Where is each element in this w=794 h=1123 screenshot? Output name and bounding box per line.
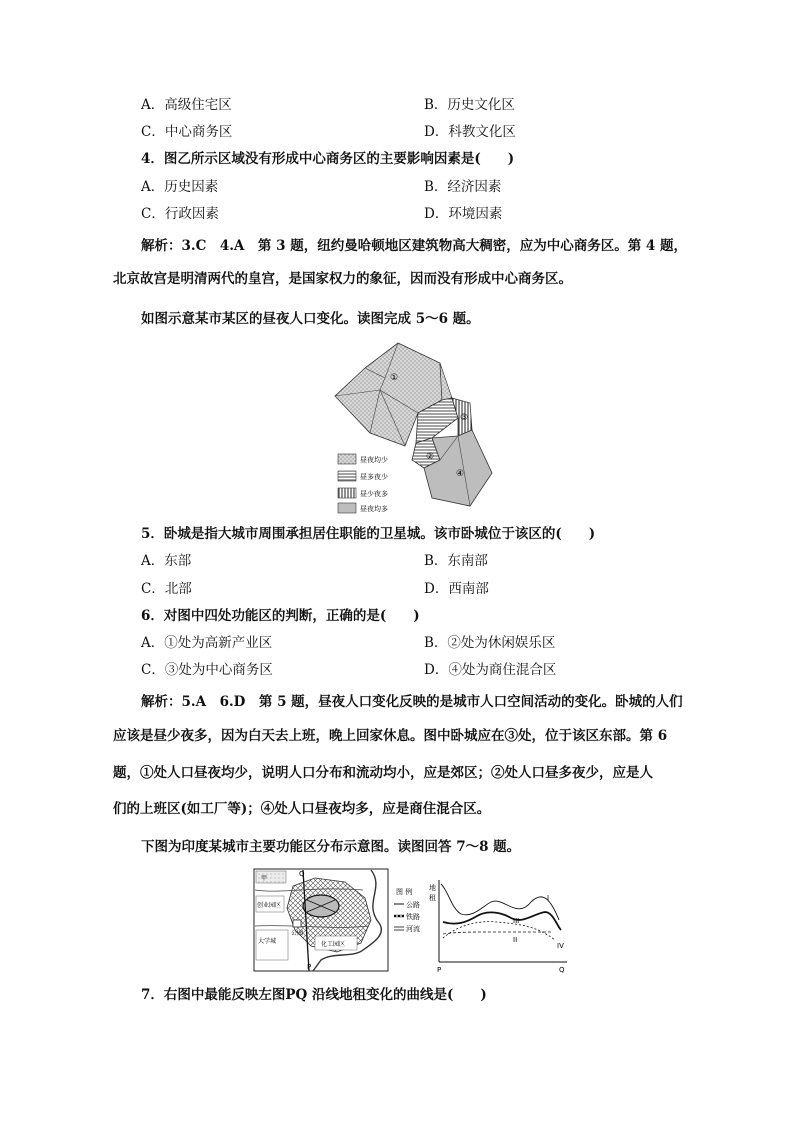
q6-stem: 6．对图中四处功能区的判断，正确的是( ) bbox=[141, 608, 420, 624]
curve-label-ii: II bbox=[513, 936, 518, 944]
answer-5-6-line3: 题，①处人口昼夜均少，说明人口分布和流动均小，应是郊区；②处人口昼多夜少，应是人 bbox=[113, 765, 653, 781]
map-label-q: Q bbox=[299, 870, 305, 878]
q3-option-a: A．高级住宅区 bbox=[141, 97, 232, 113]
zone-label-3: ③ bbox=[459, 413, 469, 423]
curve-ii bbox=[443, 932, 553, 934]
legend-river: 河流 bbox=[406, 925, 420, 933]
answer-3-4-line2: 北京故宫是明清两代的皇宫，是国家权力的象征，因而没有形成中心商务区。 bbox=[113, 271, 572, 287]
curve-label-i: I bbox=[547, 894, 550, 902]
q5-option-c: C．北部 bbox=[141, 581, 192, 597]
q4-option-d: D．环境因素 bbox=[424, 206, 503, 222]
answer-5-6-line4: 们的上班区(如工厂等)；④处人口昼夜均多，应是商住混合区。 bbox=[113, 801, 491, 817]
curve-label-iv: IV bbox=[557, 942, 564, 950]
park-icon bbox=[293, 920, 301, 927]
map-label-jia: 甲 bbox=[261, 875, 268, 882]
legend-title: 图 例 bbox=[396, 888, 413, 896]
q6-option-d: D．④处为商住混合区 bbox=[424, 662, 557, 678]
q4-option-a: A．历史因素 bbox=[141, 179, 219, 195]
legend-label-3: 昼少夜多 bbox=[360, 490, 388, 498]
legend-label-2: 昼多夜少 bbox=[360, 473, 388, 481]
legend-railway: 铁路 bbox=[406, 913, 420, 921]
q5-stem: 5．卧城是指大城市周围承担居住职能的卫星城。该市卧城位于该区的( ) bbox=[141, 526, 596, 542]
answer-5-6-line1: 解析：5.A 6.D 第 5 题，昼夜人口变化反映的是城市人口空间活动的变化。卧城的人们 bbox=[141, 694, 683, 710]
q4-option-b: B．经济因素 bbox=[424, 179, 502, 195]
q7-stem: 7．右图中最能反映左图PQ 沿线地租变化的曲线是( ) bbox=[141, 987, 487, 1003]
legend-swatch-vertical bbox=[338, 488, 356, 498]
map-label-p: P bbox=[307, 963, 312, 971]
answer-3-4-line1: 解析：3.C 4.A 第 3 题，纽约曼哈顿地区建筑物高大稠密，应为中心商务区。第 4 题， bbox=[141, 238, 687, 254]
q4-option-c: C．行政因素 bbox=[141, 206, 219, 222]
chart-xlabel-q: Q bbox=[559, 966, 565, 974]
legend-label-1: 昼夜均少 bbox=[360, 456, 388, 464]
q6-option-c: C．③处为中心商务区 bbox=[141, 662, 273, 678]
legend-label-4: 昼夜均多 bbox=[360, 505, 388, 513]
q3-option-c: C．中心商务区 bbox=[141, 124, 233, 140]
zone-4-region bbox=[424, 430, 492, 506]
intro-7-8: 下图为印度某城市主要功能区分布示意图。读图回答 7～8 题。 bbox=[141, 839, 521, 855]
chart-xlabel-p: P bbox=[437, 966, 442, 974]
q3-option-d: D．科教文化区 bbox=[424, 124, 516, 140]
chart-ylabel-1: 地 bbox=[429, 884, 436, 892]
zone-label-1: ① bbox=[389, 373, 399, 383]
map-label-innovation-park: 创业园区 bbox=[257, 902, 282, 909]
legend-road: 公路 bbox=[406, 901, 420, 909]
intro-5-6: 如图示意某市某区的昼夜人口变化。读图完成 5～6 题。 bbox=[141, 311, 480, 327]
map-label-park: 公园 bbox=[291, 930, 304, 937]
q3-option-b: B．历史文化区 bbox=[424, 97, 515, 113]
curve-i bbox=[441, 884, 559, 920]
city-function-map bbox=[253, 868, 389, 972]
zone-label-4: ④ bbox=[455, 469, 465, 479]
map-label-chemical-park: 化工园区 bbox=[321, 941, 346, 948]
q5-option-d: D．西南部 bbox=[424, 581, 489, 597]
q4-stem: 4．图乙所示区域没有形成中心商务区的主要影响因素是( ) bbox=[141, 151, 515, 167]
curve-iv bbox=[443, 922, 555, 940]
day-night-population-map bbox=[320, 338, 500, 516]
answer-5-6-line2: 应该是昼少夜多，因为白天去上班，晚上回家休息。图中卧城应在③处，位于该区东部。第 6 bbox=[113, 728, 668, 744]
q6-option-a: A．①处为高新产业区 bbox=[141, 635, 273, 651]
legend-swatch-gray bbox=[338, 503, 356, 513]
rent-curve-chart bbox=[427, 876, 577, 974]
legend-swatch-dotted bbox=[338, 454, 356, 464]
chart-ylabel-2: 租 bbox=[429, 894, 436, 902]
q5-option-b: B．东南部 bbox=[424, 553, 488, 569]
curve-label-iii: III bbox=[513, 917, 520, 925]
legend-swatch-horizontal bbox=[338, 471, 356, 481]
q5-option-a: A．东部 bbox=[141, 553, 192, 569]
q6-option-b: B．②处为休闲娱乐区 bbox=[424, 635, 556, 651]
zone-label-2: ② bbox=[425, 452, 435, 462]
map-label-university-town: 大学城 bbox=[258, 938, 277, 945]
